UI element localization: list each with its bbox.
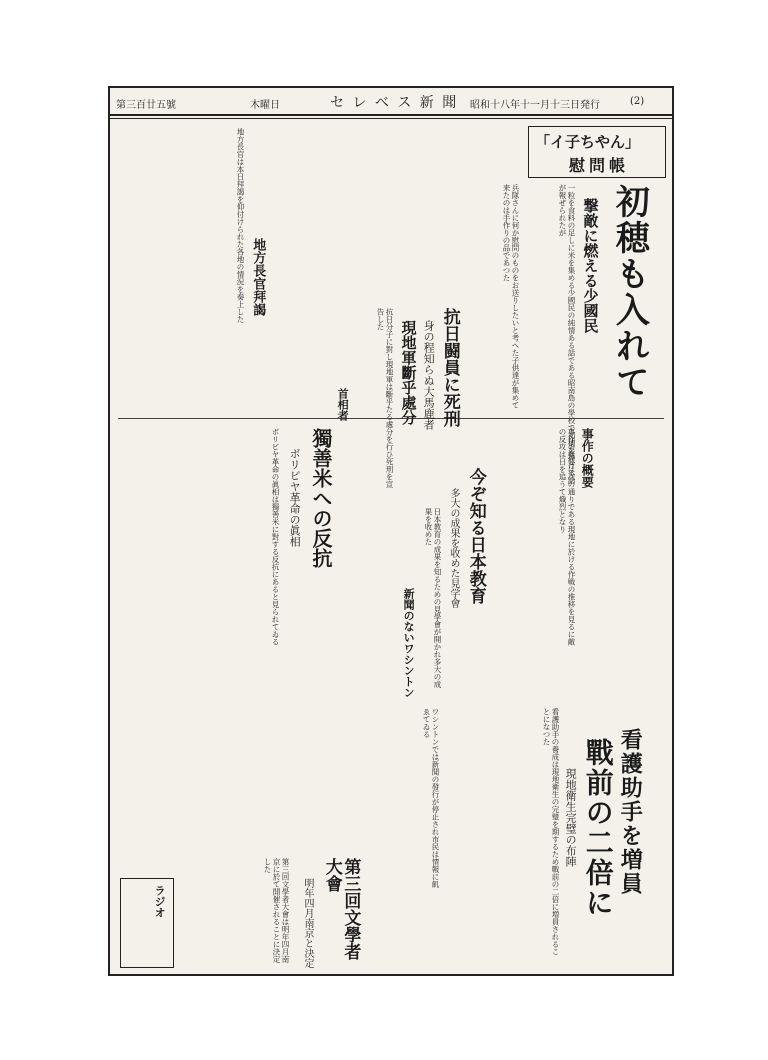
anti-subheadline2: 現地軍斷乎處分: [399, 320, 418, 425]
article-text: 看護助手の養成は現地衛生の完璧を期するため戰前の二倍に増員されることになつた: [542, 708, 560, 956]
radio-box: [120, 878, 174, 968]
header-rule: [110, 118, 672, 119]
tokyo-tag: 首相者: [336, 388, 350, 421]
article-text: 日本教育の成果を知るための見學會が開かれ多大の成果を收めた: [424, 508, 442, 688]
article-text: 事作の概要は次の通りである現地に於ける作戦の推移を見るに敵の反攻は日を追うて熾烈となり: [558, 428, 576, 646]
article-text: 第三回文學者大會は明年四月南京に於て開催されることに決定した: [263, 858, 290, 963]
education-subheadline: 多大の成果を收めた見学會: [448, 488, 459, 608]
article-text: ボリビヤ革命の眞相は獨善米に對する反抗にあると見られてゐる: [271, 428, 280, 646]
anti-headline: 抗日闘員に死刑: [439, 308, 460, 427]
paper-name: セ レ ベ ス 新 聞: [330, 95, 459, 111]
corner-box-subtitle: 慰問帳: [569, 156, 630, 175]
weekday: 木曜日: [250, 100, 280, 111]
issue-date: 昭和十八年十一月十三日発行: [470, 100, 600, 111]
education-headline: 今ぞ知る日本教育: [465, 468, 486, 604]
main-headline: 初穂も入れて: [609, 184, 650, 400]
literature-headline: 第三回文學者大會: [321, 858, 361, 960]
literature-subheadline: 明年四月南京と決定: [302, 878, 313, 968]
washington-headline: 新聞のないワシントン: [402, 588, 416, 698]
rice-subheadline: ボリビヤ革命の眞相: [288, 448, 302, 547]
article-text: ワシントンでは新聞の發行が停止され市民は情報に飢ゑてゐる: [422, 708, 440, 888]
corner-box-title: 「イ子ちやん」: [535, 133, 641, 151]
corner-box: [528, 126, 666, 178]
main-subheadline: 撃敵に燃える少國民: [581, 198, 600, 333]
rice-headline: 獨善米への反抗: [309, 428, 333, 568]
anti-subheadline: 身の程知らぬ大馬鹿者: [422, 320, 436, 430]
article-text: 兵隊さんに何か慰問のものをお送りしたいと考へた子供達が集めて来たのは手作りの品であつた: [502, 184, 520, 409]
article-text: 一粒を食料の足しに米を集める少國民の純情ある話である昭南島の學校で初穂を捧げる話が報ぜられたが: [558, 184, 576, 484]
page-number: (2): [630, 96, 645, 107]
issue-number: 第三百廿五號: [116, 100, 176, 111]
nurse-headline2: 戰前の二倍に: [581, 738, 615, 918]
header-rule: [110, 114, 672, 116]
policy-head: 事作の概要: [580, 428, 595, 488]
local-head: 地方長官拜謁: [250, 238, 266, 316]
article-text: 地方長官は本日拜謁を仰付けられた各地の情況を奏上した: [236, 128, 245, 323]
newspaper-page: [108, 86, 674, 976]
article-text: 抗日分子に對し現地軍は斷乎たる處分を行ひ死刑を宣告した: [376, 308, 394, 488]
radio-label: ラジオ: [153, 885, 167, 918]
nurse-subheadline: 現地衛生完璧の布陣: [564, 768, 578, 867]
nurse-headline: 看護助手を増員: [617, 728, 644, 896]
